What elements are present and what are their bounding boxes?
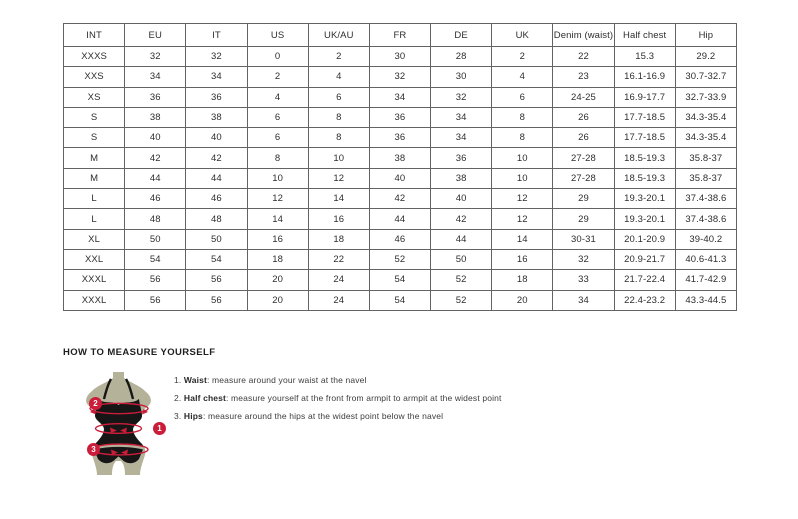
table-cell: 16.9-17.7 [614, 87, 675, 107]
table-row [64, 209, 737, 229]
table-cell: 22.4-23.2 [614, 290, 675, 310]
table-cell: 34 [553, 290, 614, 310]
table-cell: 52 [431, 270, 492, 290]
instruction-label: Waist [183, 375, 208, 385]
table-cell: 40 [125, 128, 186, 148]
table-cell: 12 [247, 189, 308, 209]
instruction-item-waist [174, 375, 502, 385]
table-cell: XXS [64, 67, 125, 87]
table-cell: 44 [186, 168, 247, 188]
instruction-label: Hips [183, 411, 203, 421]
table-cell: 44 [369, 209, 430, 229]
table-cell: 48 [186, 209, 247, 229]
column-header: EU [125, 24, 186, 47]
table-row [64, 107, 737, 127]
table-cell: 54 [186, 249, 247, 269]
table-row [64, 148, 737, 168]
table-cell: 4 [308, 67, 369, 87]
table-cell: 0 [247, 47, 308, 67]
column-header: Half chest [614, 24, 675, 47]
table-cell: 24 [308, 270, 369, 290]
table-cell: 4 [492, 67, 553, 87]
table-cell: 29 [553, 209, 614, 229]
table-cell: 17.7-18.5 [614, 107, 675, 127]
table-cell: 20.1-20.9 [614, 229, 675, 249]
table-cell: 54 [125, 249, 186, 269]
table-cell: 4 [247, 87, 308, 107]
column-header: FR [369, 24, 430, 47]
table-cell: 16 [247, 229, 308, 249]
table-cell: S [64, 128, 125, 148]
column-header: UK/AU [308, 24, 369, 47]
table-cell: XXXL [64, 270, 125, 290]
table-cell: 54 [369, 270, 430, 290]
instruction-text: : measure around the hips at the widest point below the navel [202, 411, 444, 421]
table-cell: XXXL [64, 290, 125, 310]
instruction-text: : measure around your waist at the navel [207, 375, 367, 385]
size-chart-table [63, 23, 737, 311]
table-cell: 39-40.2 [675, 229, 736, 249]
table-cell: 34.3-35.4 [675, 128, 736, 148]
table-cell: 40.6-41.3 [675, 249, 736, 269]
table-cell: 50 [431, 249, 492, 269]
table-row [64, 87, 737, 107]
table-cell: 10 [247, 168, 308, 188]
instruction-label: Half chest [183, 393, 227, 403]
table-row [64, 47, 737, 67]
table-cell: 19.3-20.1 [614, 189, 675, 209]
table-cell: 50 [186, 229, 247, 249]
table-cell: 43.3-44.5 [675, 290, 736, 310]
table-cell: 6 [247, 128, 308, 148]
table-row [64, 189, 737, 209]
table-cell: 32 [186, 47, 247, 67]
table-cell: 18 [492, 270, 553, 290]
table-cell: 14 [308, 189, 369, 209]
table-cell: 41.7-42.9 [675, 270, 736, 290]
instruction-number: 3. [174, 411, 182, 421]
table-cell: 34 [186, 67, 247, 87]
table-cell: 14 [492, 229, 553, 249]
table-row [64, 229, 737, 249]
table-cell: 32 [553, 249, 614, 269]
table-cell: L [64, 209, 125, 229]
table-cell: 42 [186, 148, 247, 168]
table-cell: 28 [431, 47, 492, 67]
table-cell: 34 [431, 128, 492, 148]
table-cell: 16 [308, 209, 369, 229]
table-cell: 38 [369, 148, 430, 168]
table-cell: 27-28 [553, 168, 614, 188]
table-cell: 32 [125, 47, 186, 67]
table-cell: 26 [553, 107, 614, 127]
table-cell: 37.4-38.6 [675, 189, 736, 209]
table-cell: XS [64, 87, 125, 107]
table-header-row [64, 24, 737, 47]
table-cell: 6 [308, 87, 369, 107]
size-chart-section [63, 23, 737, 311]
table-cell: 32 [369, 67, 430, 87]
table-row [64, 270, 737, 290]
table-cell: 44 [125, 168, 186, 188]
table-cell: 8 [308, 128, 369, 148]
table-cell: S [64, 107, 125, 127]
table-cell: 20 [247, 290, 308, 310]
table-cell: 32.7-33.9 [675, 87, 736, 107]
table-cell: 50 [125, 229, 186, 249]
measure-instructions-list [174, 375, 502, 429]
table-cell: 30 [431, 67, 492, 87]
table-cell: 42 [369, 189, 430, 209]
table-cell: 20 [492, 290, 553, 310]
table-cell: 2 [308, 47, 369, 67]
table-cell: 12 [492, 189, 553, 209]
table-cell: 23 [553, 67, 614, 87]
table-cell: 32 [431, 87, 492, 107]
table-cell: 8 [492, 128, 553, 148]
instruction-text: : measure yourself at the front from armpit to armpit at the widest point [226, 393, 502, 403]
table-cell: 21.7-22.4 [614, 270, 675, 290]
table-cell: 18 [308, 229, 369, 249]
table-cell: 18.5-19.3 [614, 148, 675, 168]
table-row [64, 168, 737, 188]
table-cell: XL [64, 229, 125, 249]
table-cell: 10 [492, 168, 553, 188]
table-cell: 24 [308, 290, 369, 310]
table-cell: 33 [553, 270, 614, 290]
table-cell: 48 [125, 209, 186, 229]
table-cell: 14 [247, 209, 308, 229]
table-cell: 40 [431, 189, 492, 209]
table-cell: 8 [308, 107, 369, 127]
table-cell: L [64, 189, 125, 209]
table-cell: 10 [492, 148, 553, 168]
table-cell: 30-31 [553, 229, 614, 249]
table-cell: 54 [369, 290, 430, 310]
table-cell: 56 [125, 290, 186, 310]
table-cell: 35.8-37 [675, 168, 736, 188]
table-cell: 36 [125, 87, 186, 107]
table-cell: 2 [492, 47, 553, 67]
table-cell: 35.8-37 [675, 148, 736, 168]
mannequin-illustration [78, 371, 184, 479]
table-cell: 10 [308, 148, 369, 168]
table-cell: 22 [308, 249, 369, 269]
table-cell: 20.9-21.7 [614, 249, 675, 269]
table-cell: 56 [125, 270, 186, 290]
column-header: IT [186, 24, 247, 47]
table-cell: 34.3-35.4 [675, 107, 736, 127]
table-cell: 38 [431, 168, 492, 188]
table-cell: 46 [186, 189, 247, 209]
table-cell: 16 [492, 249, 553, 269]
table-cell: 52 [369, 249, 430, 269]
table-cell: 34 [125, 67, 186, 87]
table-row [64, 67, 737, 87]
table-cell: 29 [553, 189, 614, 209]
table-cell: 6 [492, 87, 553, 107]
measurement-badge-chest: 2 [89, 397, 102, 410]
table-cell: 42 [431, 209, 492, 229]
table-cell: 36 [369, 107, 430, 127]
table-cell: 46 [125, 189, 186, 209]
how-to-measure-heading: HOW TO MEASURE YOURSELF [63, 347, 216, 358]
column-header: US [247, 24, 308, 47]
table-cell: 30.7-32.7 [675, 67, 736, 87]
table-cell: 30 [369, 47, 430, 67]
table-cell: 46 [369, 229, 430, 249]
table-cell: 8 [492, 107, 553, 127]
table-cell: 34 [369, 87, 430, 107]
table-cell: 36 [431, 148, 492, 168]
column-header: Hip [675, 24, 736, 47]
instruction-item-hips [174, 411, 502, 421]
instruction-number: 2. [174, 393, 182, 403]
table-cell: 17.7-18.5 [614, 128, 675, 148]
table-cell: 2 [247, 67, 308, 87]
instruction-item-half-chest [174, 393, 502, 403]
column-header: DE [431, 24, 492, 47]
table-cell: 42 [125, 148, 186, 168]
table-cell: 29.2 [675, 47, 736, 67]
column-header: UK [492, 24, 553, 47]
table-cell: 22 [553, 47, 614, 67]
table-cell: 20 [247, 270, 308, 290]
table-cell: 38 [186, 107, 247, 127]
table-row [64, 128, 737, 148]
table-cell: 18 [247, 249, 308, 269]
table-cell: XXL [64, 249, 125, 269]
table-cell: 24-25 [553, 87, 614, 107]
table-cell: 56 [186, 290, 247, 310]
table-cell: 38 [125, 107, 186, 127]
table-cell: 15.3 [614, 47, 675, 67]
table-cell: 40 [369, 168, 430, 188]
table-cell: 34 [431, 107, 492, 127]
table-cell: 56 [186, 270, 247, 290]
column-header: INT [64, 24, 125, 47]
table-cell: 12 [308, 168, 369, 188]
table-cell: 36 [186, 87, 247, 107]
table-cell: XXXS [64, 47, 125, 67]
table-cell: 44 [431, 229, 492, 249]
table-cell: 6 [247, 107, 308, 127]
table-cell: 37.4-38.6 [675, 209, 736, 229]
table-cell: 18.5-19.3 [614, 168, 675, 188]
measurement-figure [78, 371, 184, 479]
table-cell: 19.3-20.1 [614, 209, 675, 229]
table-row [64, 249, 737, 269]
table-cell: 16.1-16.9 [614, 67, 675, 87]
table-cell: 12 [492, 209, 553, 229]
table-cell: 27-28 [553, 148, 614, 168]
table-cell: 8 [247, 148, 308, 168]
measurement-badge-hips: 3 [87, 443, 100, 456]
table-cell: 36 [369, 128, 430, 148]
table-cell: 52 [431, 290, 492, 310]
measurement-badge-waist: 1 [153, 422, 166, 435]
table-cell: 40 [186, 128, 247, 148]
table-cell: M [64, 148, 125, 168]
table-cell: 26 [553, 128, 614, 148]
column-header: Denim (waist) [553, 24, 614, 47]
table-cell: M [64, 168, 125, 188]
instruction-number: 1. [174, 375, 182, 385]
table-row [64, 290, 737, 310]
